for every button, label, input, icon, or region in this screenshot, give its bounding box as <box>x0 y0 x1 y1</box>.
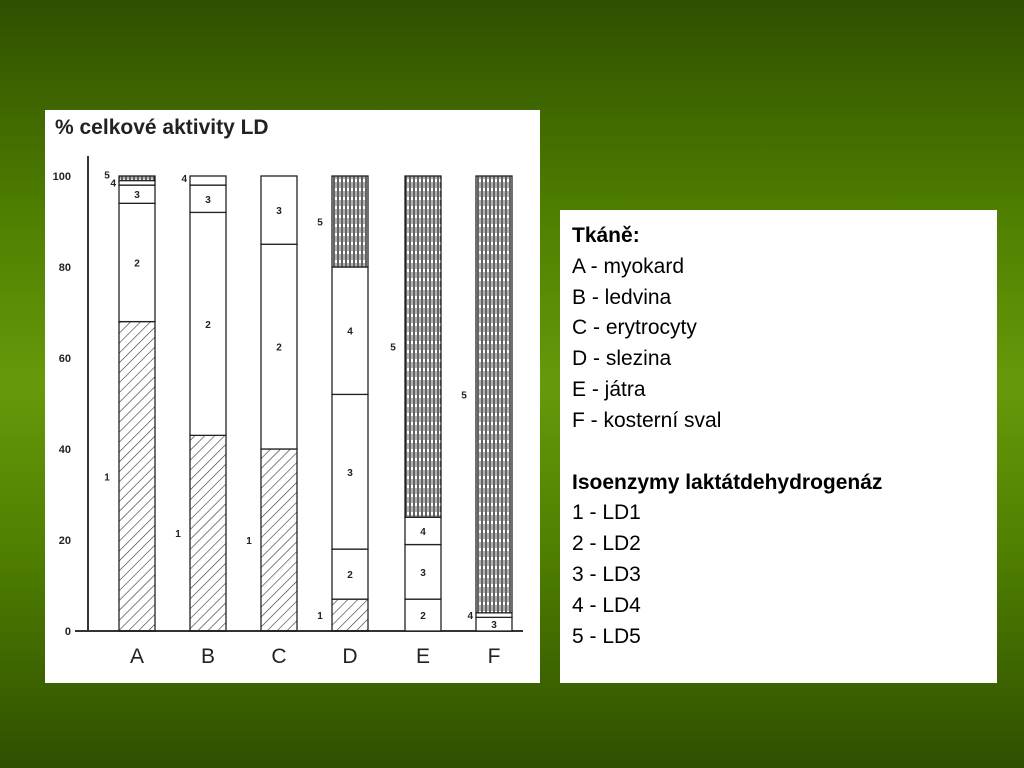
tissue-item-c: C - erytrocyty <box>572 316 697 340</box>
isoenzyme-item-ld5: 5 - LD5 <box>572 624 641 648</box>
bar-segment-b-1 <box>190 435 226 631</box>
segment-label-f-4: 4 <box>467 610 473 622</box>
segment-label-a-4: 4 <box>110 178 116 190</box>
segment-label-b-1: 1 <box>175 529 181 541</box>
segment-label-c-3: 3 <box>276 206 282 218</box>
tissue-item-a: A - myokard <box>572 254 685 278</box>
segment-label-d-2: 2 <box>347 570 353 582</box>
tissues-heading: Tkáně: <box>572 224 640 247</box>
tissue-item-b: B - ledvina <box>572 285 672 309</box>
tissue-item-d: D - slezina <box>572 347 672 371</box>
bar-segment-d-1 <box>332 599 368 631</box>
category-label-c: C <box>271 645 287 668</box>
category-label-f: F <box>487 645 501 668</box>
y-tick-label: 100 <box>52 171 71 183</box>
bar-segment-f-4 <box>476 613 512 618</box>
y-tick-label: 20 <box>58 535 71 547</box>
segment-label-d-1: 1 <box>317 611 323 623</box>
segment-label-a-1: 1 <box>104 472 110 484</box>
bar-segment-f-5 <box>476 176 512 613</box>
segment-label-b-2: 2 <box>205 319 211 331</box>
legend-panel <box>560 210 997 683</box>
segment-label-e-2: 2 <box>420 611 426 623</box>
segment-label-c-2: 2 <box>276 342 282 354</box>
bar-segment-a-4 <box>119 181 155 186</box>
isoenzymes-heading: Isoenzymy laktátdehydrogenáz <box>572 470 883 494</box>
isoenzyme-item-ld1: 1 - LD1 <box>572 501 641 525</box>
category-label-e: E <box>415 645 431 668</box>
category-label-b: B <box>200 645 216 668</box>
tissue-item-f: F - kosterní sval <box>572 408 722 432</box>
y-tick-label: 0 <box>64 626 71 638</box>
segment-label-f-5: 5 <box>461 390 467 402</box>
segment-label-d-5: 5 <box>317 217 323 229</box>
bar-segment-e-5 <box>405 176 441 517</box>
bar-segment-b-4 <box>190 176 226 185</box>
isoenzyme-item-ld2: 2 - LD2 <box>572 532 641 556</box>
bar-segment-a-1 <box>119 322 155 631</box>
bar-segment-c-1 <box>261 449 297 631</box>
bar-segment-d-5 <box>332 176 368 267</box>
stacked-bar-chart <box>45 110 540 683</box>
segment-label-e-4: 4 <box>420 526 426 538</box>
segment-label-c-1: 1 <box>246 536 252 547</box>
segment-label-e-3: 3 <box>420 567 426 579</box>
segment-label-d-3: 3 <box>347 467 353 479</box>
segment-label-a-5: 5 <box>104 170 110 182</box>
chart-panel <box>45 110 540 683</box>
segment-label-f-3: 3 <box>491 620 497 632</box>
category-label-d: D <box>342 645 358 668</box>
segment-label-b-3: 3 <box>205 194 211 206</box>
category-label-a: A <box>129 645 145 668</box>
y-tick-label: 80 <box>58 262 71 274</box>
segment-label-a-3: 3 <box>134 190 140 202</box>
segment-label-a-2: 2 <box>134 258 140 270</box>
segment-label-b-4: 4 <box>181 174 187 185</box>
isoenzyme-item-ld3: 3 - LD3 <box>572 562 641 586</box>
legend-spacer <box>572 437 997 468</box>
segment-label-e-5: 5 <box>390 342 396 354</box>
bar-segment-a-5 <box>119 176 155 181</box>
chart-title: % celkové aktivity LD <box>55 116 269 139</box>
segment-label-d-4: 4 <box>347 326 353 338</box>
isoenzyme-item-ld4: 4 - LD4 <box>572 593 641 617</box>
y-tick-label: 60 <box>58 353 71 365</box>
y-tick-label: 40 <box>58 444 71 456</box>
tissue-item-e: E - játra <box>572 377 646 401</box>
